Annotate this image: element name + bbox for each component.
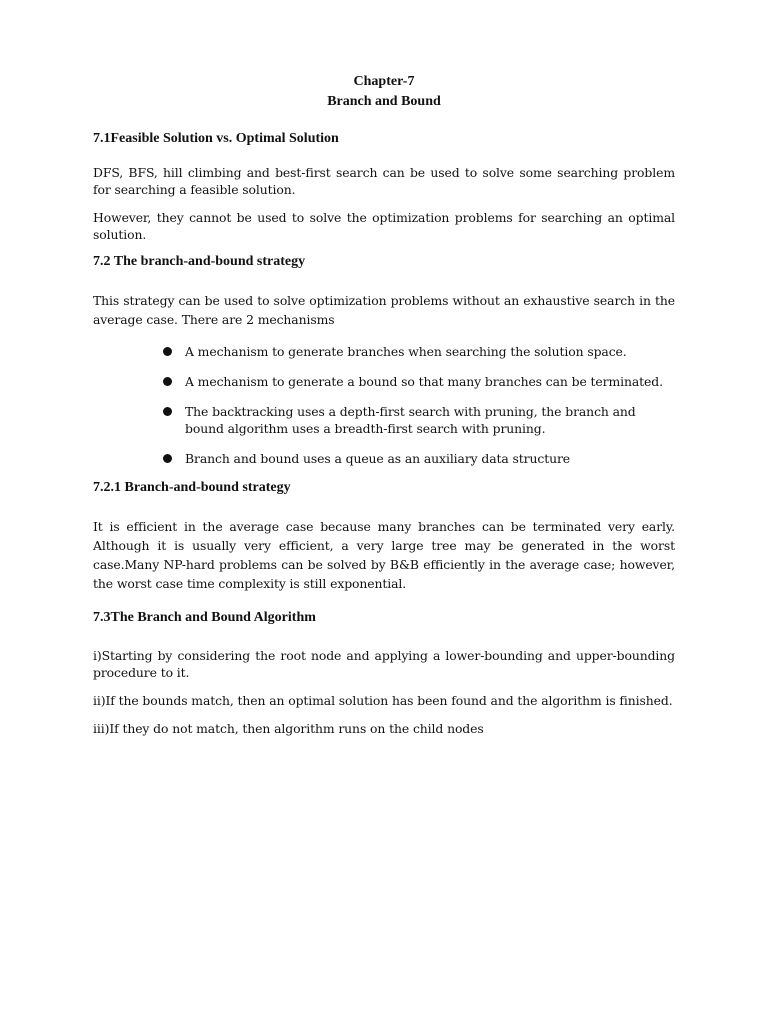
chapter-number: Chapter-7 xyxy=(353,74,415,89)
bullet-icon xyxy=(163,454,172,463)
bullet-icon xyxy=(163,407,172,416)
bullet-icon xyxy=(163,377,172,386)
list-item-text: A mechanism to generate branches when searching the solution space. xyxy=(185,344,627,359)
section-7-3-step-1: i)Starting by considering the root node and applying a lower-bounding and upper-bounding procedure to it. xyxy=(93,648,675,680)
document-page xyxy=(93,72,675,737)
section-7-1-paragraph-1: DFS, BFS, hill climbing and best-first search can be used to solve some searching problem for searching a feasible solution. xyxy=(93,165,675,197)
list-item-text: A mechanism to generate a bound so that many branches can be terminated. xyxy=(185,374,663,389)
section-7-1-heading: 7.1Feasible Solution vs. Optimal Solution xyxy=(93,131,339,146)
section-7-2-1-paragraph: It is efficient in the average case because many branches can be terminated very early. Although it is usually very efficient, a very large tree may be generated in the worst case.Many NP-hard problems can be solved by B&B efficiently in the average case; however, the worst case time complexity is still exponential. xyxy=(93,519,675,591)
list-item xyxy=(163,450,675,467)
section-7-2-1-heading: 7.2.1 Branch-and-bound strategy xyxy=(93,480,291,495)
chapter-title: Branch and Bound xyxy=(327,94,441,109)
mechanism-list xyxy=(93,343,675,467)
section-7-2-heading: 7.2 The branch-and-bound strategy xyxy=(93,254,306,269)
bullet-icon xyxy=(163,347,172,356)
list-item xyxy=(163,343,675,360)
chapter-header xyxy=(93,72,675,112)
section-7-3-heading: 7.3The Branch and Bound Algorithm xyxy=(93,610,316,625)
list-item-text: The backtracking uses a depth-first search with pruning, the branch and bound algorithm uses a breadth-first search with pruning. xyxy=(185,404,636,436)
section-7-2-intro: This strategy can be used to solve optimization problems without an exhaustive search in the average case. There are 2 mechanisms xyxy=(93,293,675,327)
section-7-3-step-2: ii)If the bounds match, then an optimal solution has been found and the algorithm is finished. xyxy=(93,693,673,708)
section-7-1-paragraph-2: However, they cannot be used to solve the optimization problems for searching an optimal solution. xyxy=(93,210,675,242)
section-7-3-step-3: iii)If they do not match, then algorithm runs on the child nodes xyxy=(93,721,484,736)
list-item xyxy=(163,373,675,390)
list-item xyxy=(163,403,675,437)
list-item-text: Branch and bound uses a queue as an auxiliary data structure xyxy=(185,451,571,466)
